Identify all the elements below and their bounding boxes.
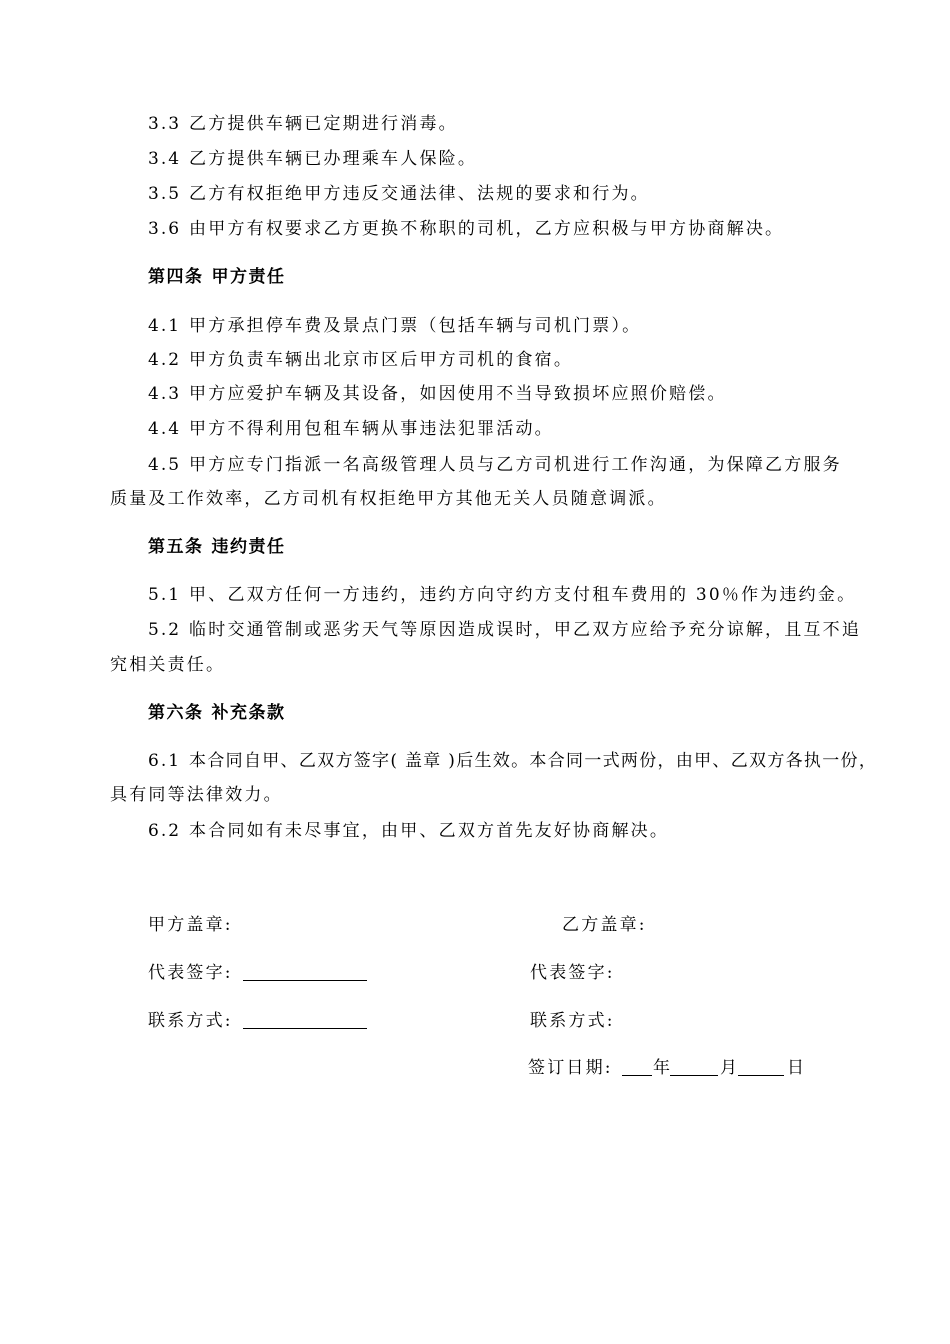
sign-month-line[interactable] bbox=[670, 1075, 718, 1076]
clause-text: 本合同自甲、乙双方签字( 盖章 )后生效。本合同一式两份，由甲、乙双方各执一份， bbox=[189, 751, 878, 771]
clause-4-3 bbox=[148, 383, 727, 405]
clause-4-1 bbox=[148, 315, 641, 337]
sign-date-label: 签订日期: bbox=[528, 1058, 613, 1078]
sign-year-line[interactable] bbox=[622, 1075, 652, 1076]
clause-text: 甲方应专门指派一名高级管理人员与乙方司机进行工作沟通，为保障乙方服务 bbox=[189, 455, 842, 475]
party-a-contact-label: 联系方式: bbox=[148, 1011, 233, 1031]
party-b-seal-label: 乙方盖章: bbox=[562, 915, 647, 935]
section-title: 违约责任 bbox=[211, 537, 286, 557]
clause-number: 4.4 bbox=[148, 419, 182, 439]
sign-month-unit: 月 bbox=[720, 1058, 740, 1078]
clause-text: 甲、乙双方任何一方违约，违约方向守约方支付租车费用的 30％作为违约金。 bbox=[189, 585, 857, 605]
sign-day-unit: 日 bbox=[787, 1058, 807, 1078]
clause-6-2 bbox=[148, 820, 669, 842]
clause-number: 3.3 bbox=[148, 114, 182, 134]
clause-text: 由甲方有权要求乙方更换不称职的司机，乙方应积极与甲方协商解决。 bbox=[189, 219, 785, 239]
section-number: 第四条 bbox=[148, 267, 204, 287]
party-b-rep-label: 代表签字: bbox=[530, 963, 615, 983]
clause-text: 甲方应爱护车辆及其设备，如因使用不当导致损坏应照价赔偿。 bbox=[189, 384, 727, 404]
section-number: 第五条 bbox=[148, 537, 204, 557]
party-a-contact-line[interactable] bbox=[243, 1028, 367, 1029]
party-a-rep-signature-line[interactable] bbox=[243, 980, 367, 981]
clause-3-3 bbox=[148, 113, 458, 135]
clause-number: 6.2 bbox=[148, 821, 182, 841]
party-a-seal-label: 甲方盖章: bbox=[148, 915, 233, 935]
section-number: 第六条 bbox=[148, 703, 204, 723]
clause-number: 3.5 bbox=[148, 184, 182, 204]
clause-text: 甲方不得利用包租车辆从事违法犯罪活动。 bbox=[189, 419, 554, 439]
clause-text: 甲方负责车辆出北京市区后甲方司机的食宿。 bbox=[189, 350, 574, 370]
section-title: 甲方责任 bbox=[211, 267, 286, 287]
clause-number: 3.6 bbox=[148, 219, 182, 239]
sign-year-unit: 年 bbox=[653, 1058, 673, 1078]
clause-3-5 bbox=[148, 183, 650, 205]
clause-number: 4.5 bbox=[148, 455, 182, 475]
party-b-contact-label: 联系方式: bbox=[530, 1011, 615, 1031]
clause-text: 乙方有权拒绝甲方违反交通法律、法规的要求和行为。 bbox=[189, 184, 650, 204]
section-5-heading bbox=[148, 536, 286, 558]
sign-day-line[interactable] bbox=[738, 1075, 784, 1076]
clause-text: 乙方提供车辆已办理乘车人保险。 bbox=[189, 149, 478, 169]
clause-number: 4.1 bbox=[148, 316, 182, 336]
clause-5-2 bbox=[148, 619, 861, 641]
clause-number: 5.1 bbox=[148, 585, 182, 605]
clause-number: 4.3 bbox=[148, 384, 182, 404]
clause-6-1 bbox=[148, 750, 877, 772]
clause-3-6 bbox=[148, 218, 784, 240]
clause-4-5-continued: 质量及工作效率，乙方司机有权拒绝甲方其他无关人员随意调派。 bbox=[110, 489, 667, 509]
clause-text: 临时交通管制或恶劣天气等原因造成误时，甲乙双方应给予充分谅解，且互不追 bbox=[189, 620, 862, 640]
clause-number: 4.2 bbox=[148, 350, 182, 370]
clause-text: 本合同如有未尽事宜，由甲、乙双方首先友好协商解决。 bbox=[189, 821, 670, 841]
section-title: 补充条款 bbox=[211, 703, 286, 723]
clause-number: 6.1 bbox=[148, 751, 182, 771]
clause-number: 3.4 bbox=[148, 149, 182, 169]
clause-6-1-continued: 具有同等法律效力。 bbox=[110, 785, 283, 805]
clause-3-4 bbox=[148, 148, 477, 170]
clause-number: 5.2 bbox=[148, 620, 182, 640]
section-6-heading bbox=[148, 702, 286, 724]
clause-4-4 bbox=[148, 418, 554, 440]
clause-5-2-continued: 究相关责任。 bbox=[110, 655, 226, 675]
clause-text: 甲方承担停车费及景点门票（包括车辆与司机门票）。 bbox=[189, 316, 642, 336]
clause-text: 乙方提供车辆已定期进行消毒。 bbox=[189, 114, 458, 134]
clause-4-5 bbox=[148, 454, 842, 476]
clause-4-2 bbox=[148, 349, 573, 371]
section-4-heading bbox=[148, 266, 286, 288]
clause-5-1 bbox=[148, 584, 856, 606]
party-a-rep-label: 代表签字: bbox=[148, 963, 233, 983]
